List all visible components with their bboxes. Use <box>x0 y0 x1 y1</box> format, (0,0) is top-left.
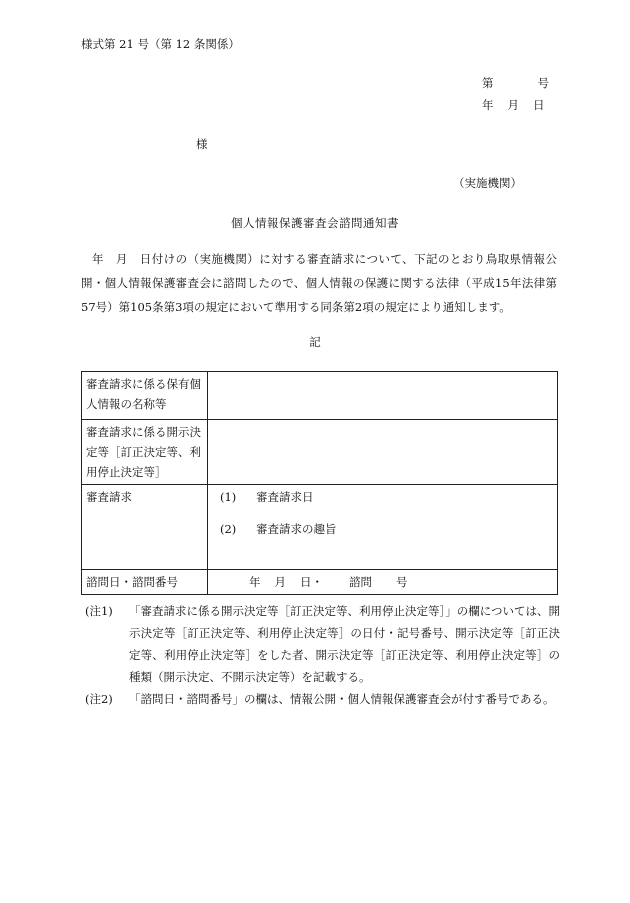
date-day: 日 <box>533 98 545 112</box>
personal-info-name-label: 審査請求に係る保有個人情報の名称等 <box>82 372 208 420</box>
note-tag: (注2) <box>85 692 113 706</box>
inquiry-details-table <box>81 371 558 595</box>
document-number-prefix: 第 <box>482 76 494 90</box>
inquiry-year: 年 <box>249 575 261 589</box>
inquiry-label: 諮問 <box>349 575 372 589</box>
note-text: 「諮問日・諮問番号」の欄は、情報公開・個人情報保護審査会が付す番号である。 <box>129 692 555 706</box>
table-row <box>82 485 558 570</box>
disclosure-decision-value <box>208 420 558 485</box>
inquiry-number-suffix: 号 <box>396 575 408 589</box>
date-year: 年 <box>482 98 494 112</box>
inquiry-month: 月 <box>274 575 286 589</box>
document-date-line <box>482 97 545 113</box>
review-request-label: 審査請求 <box>82 485 208 570</box>
document-number-line <box>482 75 549 91</box>
inquiry-day: 日・ <box>300 575 323 589</box>
disclosure-decision-label: 審査請求に係る開示決定等［訂正決定等、利用停止決定等］ <box>82 420 208 485</box>
addressee-suffix: 様 <box>196 137 208 151</box>
review-request-item <box>212 519 553 539</box>
review-request-item <box>212 487 553 507</box>
table-row <box>82 372 558 420</box>
document-title: 個人情報保護審査会諮問通知書 <box>231 216 399 230</box>
note-tag: (注1) <box>85 604 113 618</box>
table-row <box>82 420 558 485</box>
document-number-suffix: 号 <box>537 76 549 90</box>
notes <box>85 600 560 710</box>
item-number: (2) <box>220 522 237 536</box>
body-paragraph: 年 月 日付けの（実施機関）に対する審査請求について、下記のとおり鳥取県情報公開・個人情報保護審査会に諮問したので、個人情報の保護に関する法律（平成15年法律第57号）第105条第3項の規定において準用する同条第2項の規定により通知します。 <box>81 252 557 314</box>
note-item <box>85 600 560 688</box>
inquiry-date-number-value <box>208 570 558 595</box>
item-number: (1) <box>220 490 237 504</box>
date-month: 月 <box>507 98 519 112</box>
ki-heading: 記 <box>309 335 321 349</box>
inquiry-date-number-label: 諮問日・諮問番号 <box>82 570 208 595</box>
issuing-agency: （実施機関） <box>453 176 522 190</box>
form-number: 様式第 21 号（第 12 条関係） <box>81 37 240 51</box>
note-text: 「審査請求に係る開示決定等［訂正決定等、利用停止決定等］」の欄については、開示決定等［訂正決定等、利用停止決定等］の日付・記号番号、開示決定等［訂正決定等、利用停止決定等］をした者、開示決定等［訂正決定等、利用停止決定等］の種類（開示決定、不開示決定等）を記載する。 <box>129 604 561 684</box>
table-row <box>82 570 558 595</box>
review-request-value <box>208 485 558 570</box>
item-text: 審査請求の趣旨 <box>256 522 337 536</box>
note-item <box>85 688 560 710</box>
personal-info-name-value <box>208 372 558 420</box>
item-text: 審査請求日 <box>256 490 314 504</box>
